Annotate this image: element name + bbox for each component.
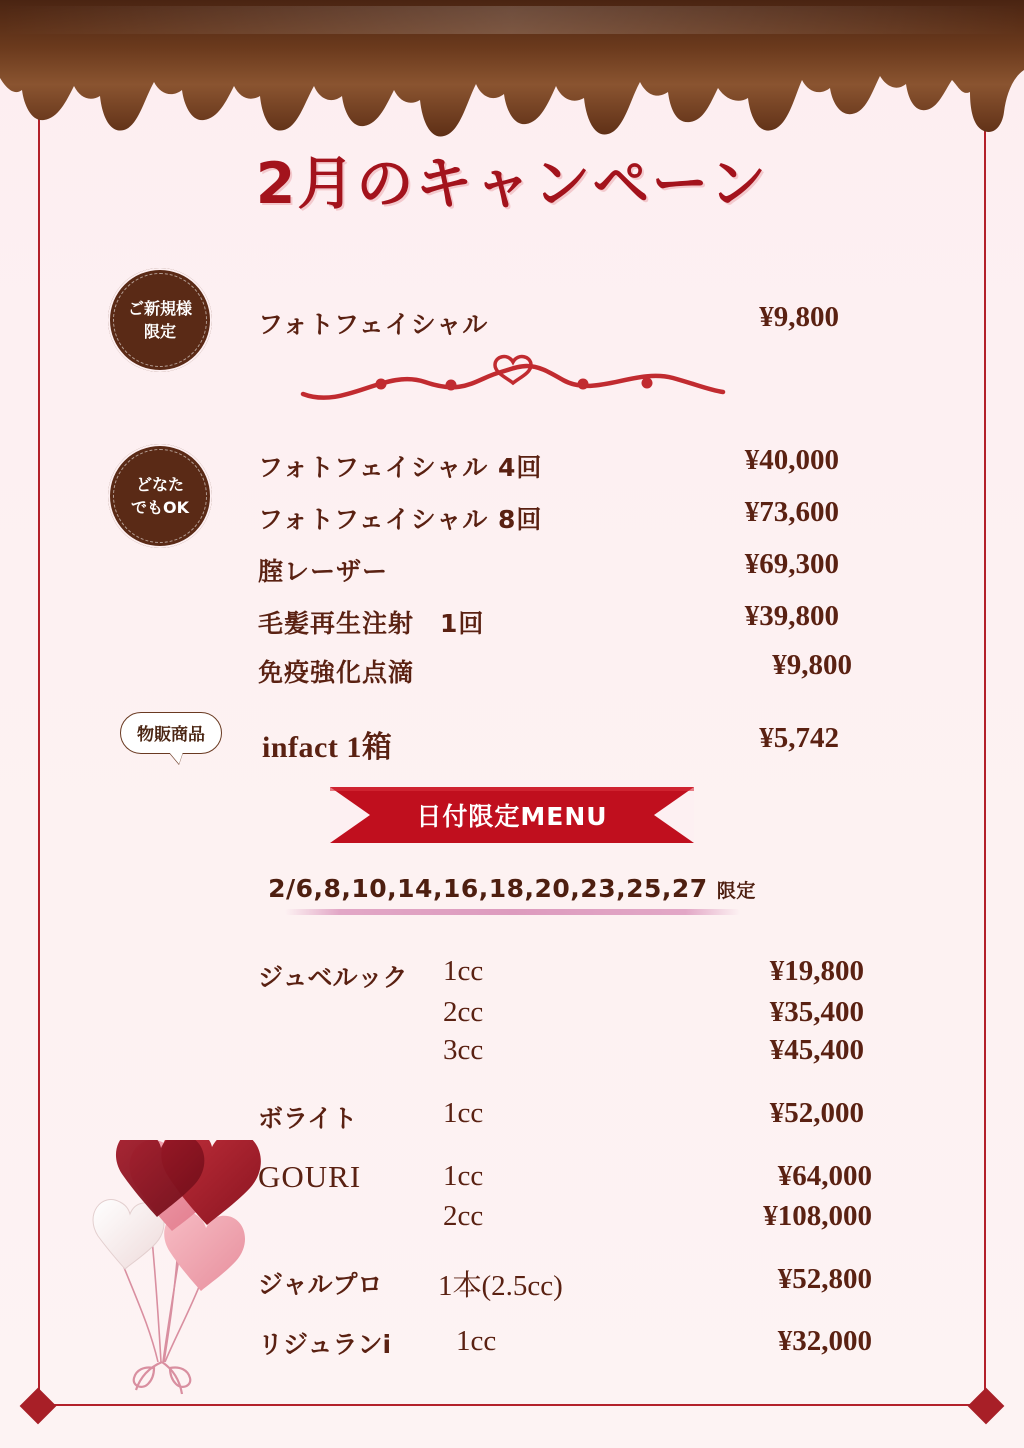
menu-item-dose: 1cc: [443, 1160, 484, 1192]
menu-item-dose: 3cc: [443, 1034, 484, 1066]
badge-anyone-ok: [108, 444, 212, 548]
menu-item-price: ¥64,000: [777, 1160, 872, 1192]
menu-item-price: ¥108,000: [763, 1200, 872, 1232]
menu-item-dose: 1cc: [443, 1097, 484, 1129]
item-price: ¥73,600: [744, 496, 839, 528]
diamond-icon: [968, 1388, 1005, 1425]
item-price: ¥40,000: [744, 444, 839, 476]
badge-anyone-line2: でもOK: [130, 498, 189, 517]
heart-divider-icon: [295, 352, 735, 412]
ribbon-date-limited-menu: [330, 787, 694, 843]
menu-item-dose: 1cc: [443, 955, 484, 987]
menu-item-name: リジュランi: [258, 1330, 392, 1359]
menu-item-name: GOURI: [258, 1159, 362, 1194]
menu-item-name: ジュベルック: [258, 963, 408, 992]
badge-retail-product: 物販商品: [120, 712, 222, 754]
menu-item-dose: 2cc: [443, 1200, 484, 1232]
menu-item-name: ボライト: [258, 1104, 358, 1133]
item-name: 免疫強化点滴: [258, 658, 415, 687]
chocolate-drip-icon: [0, 0, 1024, 160]
badge-new-customer-line1: ご新規様: [127, 298, 192, 318]
menu-item-price: ¥35,400: [769, 996, 864, 1028]
menu-item-dose: 2cc: [443, 996, 484, 1028]
item-name: infact 1箱: [262, 731, 393, 764]
item-name: 毛髪再生注射 1回: [258, 609, 485, 638]
item-price: ¥69,300: [744, 548, 839, 580]
menu-item-price: ¥19,800: [769, 955, 864, 987]
ribbon-label: 日付限定MENU: [416, 802, 608, 831]
date-limited-suffix: 限定: [716, 880, 756, 902]
menu-item-name: ジャルプロ: [258, 1270, 383, 1299]
heart-balloons-icon: [62, 1140, 272, 1410]
date-limited-dates: 2/6,8,10,14,16,18,20,23,25,27: [268, 874, 708, 903]
date-limited-underline: [285, 909, 740, 915]
menu-item-price: ¥52,000: [769, 1097, 864, 1129]
item-price: ¥39,800: [744, 600, 839, 632]
item-price: ¥5,742: [759, 722, 839, 754]
badge-anyone-line1: どなた: [135, 474, 184, 494]
menu-item-price: ¥52,800: [777, 1263, 872, 1295]
menu-item-price: ¥32,000: [777, 1325, 872, 1357]
date-limited-header: [0, 874, 1024, 903]
menu-item-price: ¥45,400: [769, 1034, 864, 1066]
item-name: フォトフェイシャル: [258, 310, 489, 339]
page-title: 2月のキャンペーン: [255, 151, 769, 217]
menu-item-dose: 1本(2.5cc): [438, 1270, 563, 1302]
diamond-icon: [20, 1388, 57, 1425]
item-name: 腟レーザー: [258, 557, 389, 586]
item-price: ¥9,800: [759, 301, 839, 333]
item-price: ¥9,800: [772, 649, 852, 681]
badge-new-customer: [108, 268, 212, 372]
item-name: フォトフェイシャル 8回: [258, 505, 543, 534]
menu-item-dose: 1cc: [456, 1325, 497, 1357]
badge-new-customer-line2: 限定: [143, 322, 176, 341]
item-name: フォトフェイシャル 4回: [258, 453, 543, 482]
